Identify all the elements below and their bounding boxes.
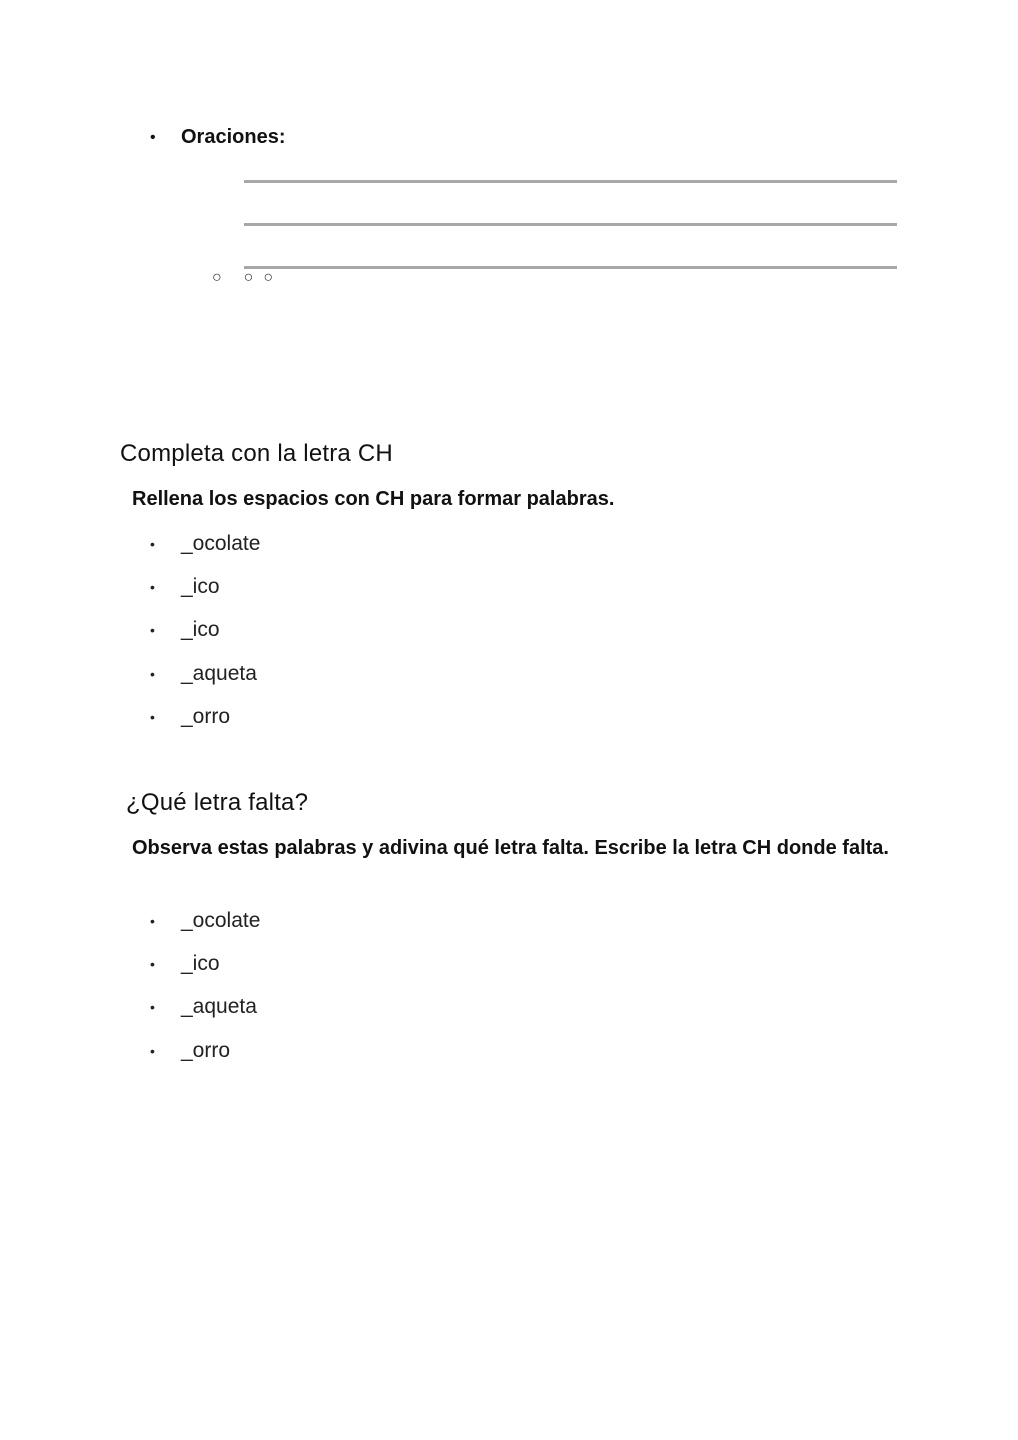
list-item	[150, 522, 260, 565]
word-list-que-letra	[150, 899, 260, 1072]
section-title-completa: Completa con la letra CH	[120, 440, 393, 467]
bullet-icon: •	[150, 912, 155, 929]
section-instruction-que-letra: Observa estas palabras y adivina qué letra falta. Escribe la letra CH donde falta.	[132, 837, 889, 859]
list-item	[150, 609, 260, 652]
oraciones-label: Oraciones:	[181, 126, 286, 148]
circle-bullet-icon: ○	[263, 269, 274, 286]
bullet-icon: •	[150, 955, 155, 972]
word-blank: _aqueta	[181, 995, 257, 1019]
circle-bullet-icon: ○	[243, 269, 254, 286]
writing-line	[244, 223, 897, 226]
writing-line	[244, 266, 897, 269]
list-item	[150, 695, 260, 738]
sub-bullet-group	[212, 269, 273, 287]
list-item	[150, 899, 260, 942]
list-item	[150, 986, 260, 1029]
bullet-icon: •	[150, 999, 155, 1016]
word-blank: _ico	[181, 951, 220, 975]
list-item	[150, 565, 260, 608]
oraciones-block	[150, 126, 910, 286]
writing-line	[244, 180, 897, 183]
word-blank: _orro	[181, 704, 231, 728]
bullet-icon: •	[150, 708, 155, 725]
list-item	[150, 942, 260, 985]
bullet-icon: •	[150, 1042, 155, 1059]
circle-bullet-icon: ○	[212, 269, 222, 286]
word-list-completa	[150, 522, 260, 738]
list-item	[150, 652, 260, 695]
bullet-icon: •	[150, 622, 155, 639]
section-title-que-letra: ¿Qué letra falta?	[126, 789, 309, 816]
oraciones-item	[150, 126, 910, 149]
bullet-icon: •	[150, 535, 155, 552]
section-instruction-completa: Rellena los espacios con CH para formar palabras.	[132, 488, 615, 510]
list-item	[150, 1029, 260, 1072]
bullet-icon: •	[150, 578, 155, 595]
bullet-icon: •	[150, 128, 156, 146]
word-blank: _ico	[181, 574, 220, 598]
bullet-icon: •	[150, 665, 155, 682]
word-blank: _ico	[181, 618, 220, 642]
word-blank: _ocolate	[181, 908, 261, 932]
word-blank: _aqueta	[181, 661, 257, 685]
word-blank: _ocolate	[181, 531, 261, 555]
word-blank: _orro	[181, 1038, 231, 1062]
